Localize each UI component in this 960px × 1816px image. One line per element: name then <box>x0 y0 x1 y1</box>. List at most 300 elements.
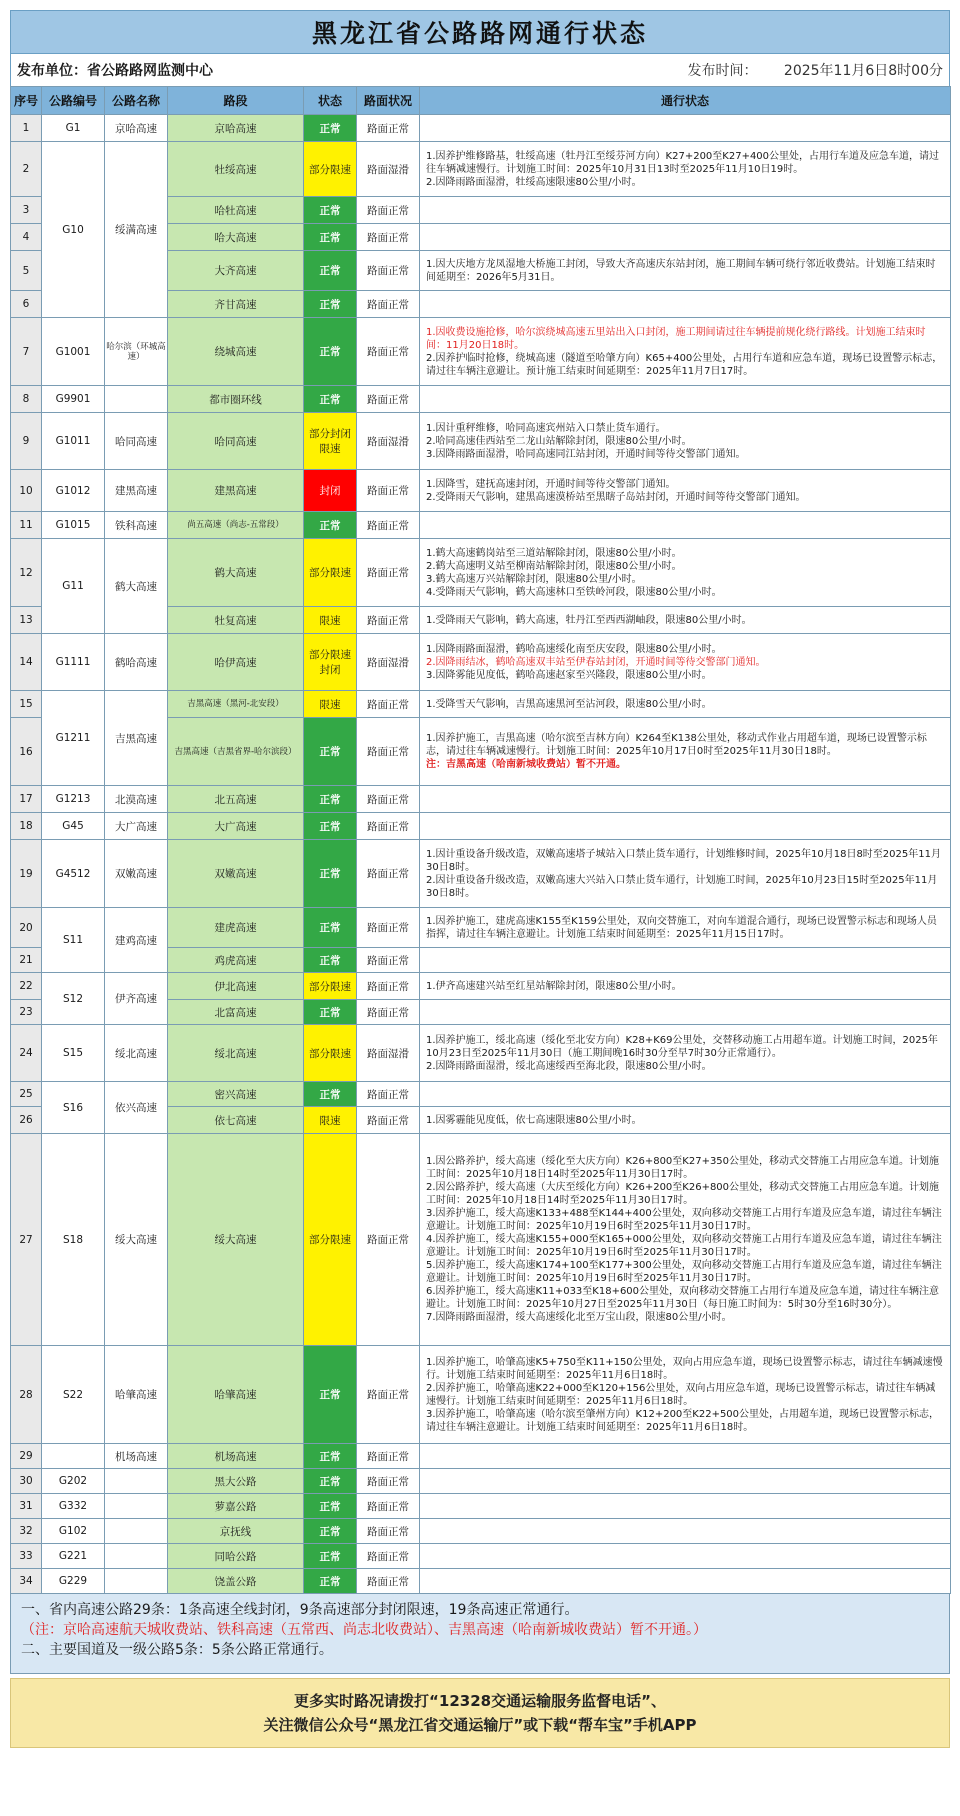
cell-road: 路面正常 <box>357 291 420 318</box>
status-table <box>10 86 951 1594</box>
cell-code: S18 <box>42 1134 105 1346</box>
cell-segment: 哈牡高速 <box>168 197 304 224</box>
cell-status: 正常 <box>304 908 357 948</box>
cell-status: 正常 <box>304 1444 357 1469</box>
cell-seq: 4 <box>11 224 42 251</box>
footer-line-app: 关注微信公众号“黑龙江省交通运输厅”或下载“帮车宝”手机APP <box>263 1716 697 1734</box>
cell-seq: 25 <box>11 1082 42 1107</box>
cell-name <box>105 386 168 413</box>
cell-detail <box>420 813 951 840</box>
detail-line: 7.因降雨路面湿滑，绥大高速绥化北至万宝山段，限速80公里/小时。 <box>426 1312 732 1323</box>
table-row <box>11 1544 951 1569</box>
cell-seq: 32 <box>11 1519 42 1544</box>
cell-segment: 绥北高速 <box>168 1025 304 1082</box>
cell-road: 路面正常 <box>357 1346 420 1444</box>
table-row <box>11 691 951 718</box>
cell-code: S15 <box>42 1025 105 1082</box>
cell-detail <box>420 1544 951 1569</box>
cell-segment: 伊北高速 <box>168 973 304 1000</box>
cell-road: 路面正常 <box>357 224 420 251</box>
cell-detail <box>420 291 951 318</box>
cell-code: S16 <box>42 1082 105 1134</box>
cell-road: 路面正常 <box>357 386 420 413</box>
cell-segment: 哈同高速 <box>168 413 304 470</box>
cell-detail <box>420 470 951 512</box>
cell-code: G102 <box>42 1519 105 1544</box>
detail-line: 1.因养护施工，建虎高速K155至K159公里处，双向交替施工，对向车道混合通行，现场已设置警示标志和现场人员指挥，请过往车辆注意避让。计划施工结束时间延期至：2025年11月15日17时。 <box>426 915 937 940</box>
cell-seq: 1 <box>11 115 42 142</box>
cell-segment: 京哈高速 <box>168 115 304 142</box>
cell-status: 限速 <box>304 1107 357 1134</box>
cell-road: 路面正常 <box>357 691 420 718</box>
cell-status: 正常 <box>304 1082 357 1107</box>
cell-road: 路面正常 <box>357 470 420 512</box>
cell-code: S22 <box>42 1346 105 1444</box>
cell-road: 路面湿滑 <box>357 1025 420 1082</box>
cell-road: 路面正常 <box>357 251 420 291</box>
cell-code: G1 <box>42 115 105 142</box>
footer-banner <box>10 1678 950 1748</box>
cell-status: 正常 <box>304 1469 357 1494</box>
cell-code: G1012 <box>42 470 105 512</box>
cell-status: 部分限速 <box>304 973 357 1000</box>
publisher-label: 发布单位：省公路路网监测中心 <box>17 63 213 79</box>
table-row <box>11 1494 951 1519</box>
cell-detail <box>420 786 951 813</box>
detail-line: 2.因计重设备升级改造，双嫩高速大兴站入口禁止货车通行，计划施工时间，2025年10月23日15时至2025年11月30日8时。 <box>426 874 938 899</box>
cell-road: 路面正常 <box>357 318 420 386</box>
detail-line: 1.因降雪，建抚高速封闭，开通时间等待交警部门通知。 <box>426 478 676 490</box>
summary-line-national: 二、主要国道及一级公路5条：5条公路正常通行。 <box>21 1642 333 1658</box>
cell-status: 正常 <box>304 813 357 840</box>
detail-line: 1.受降雪天气影响，吉黑高速黑河至沾河段，限速80公里/小时。 <box>426 698 712 710</box>
table-row <box>11 386 951 413</box>
cell-seq: 24 <box>11 1025 42 1082</box>
table-row <box>11 908 951 948</box>
cell-segment: 机场高速 <box>168 1444 304 1469</box>
cell-segment: 尚五高速（尚志-五常段） <box>168 512 304 539</box>
cell-segment: 绥大高速 <box>168 1134 304 1346</box>
cell-code: G9901 <box>42 386 105 413</box>
table-row <box>11 318 951 386</box>
table-row <box>11 142 951 197</box>
cell-detail <box>420 318 951 386</box>
cell-segment: 牡绥高速 <box>168 142 304 197</box>
cell-detail <box>420 1000 951 1025</box>
cell-name <box>105 1469 168 1494</box>
cell-segment: 同哈公路 <box>168 1544 304 1569</box>
summary-note: （注：京哈高速航天城收费站、铁科高速（五常西、尚志北收费站）、吉黑高速（哈南新城收费站）暂不开通。） <box>21 1622 707 1638</box>
cell-status: 正常 <box>304 115 357 142</box>
cell-road: 路面正常 <box>357 1107 420 1134</box>
table-row <box>11 973 951 1000</box>
cell-segment: 牡复高速 <box>168 607 304 634</box>
header-status: 状态 <box>304 87 357 115</box>
cell-detail <box>420 1082 951 1107</box>
cell-detail <box>420 251 951 291</box>
cell-segment: 北富高速 <box>168 1000 304 1025</box>
cell-segment: 鸡虎高速 <box>168 948 304 973</box>
cell-detail <box>420 840 951 908</box>
cell-code: G1011 <box>42 413 105 470</box>
cell-seq: 19 <box>11 840 42 908</box>
cell-status: 正常 <box>304 718 357 786</box>
table-row <box>11 539 951 607</box>
cell-road: 路面正常 <box>357 1494 420 1519</box>
cell-seq: 11 <box>11 512 42 539</box>
table-row <box>11 1025 951 1082</box>
cell-detail <box>420 1346 951 1444</box>
detail-line: 1.因计重秤维修，哈同高速宾州站入口禁止货车通行。 <box>426 422 666 434</box>
cell-code <box>42 1444 105 1469</box>
cell-status: 部分限速 <box>304 1134 357 1346</box>
cell-name <box>105 1519 168 1544</box>
cell-detail <box>420 1444 951 1469</box>
cell-status: 正常 <box>304 318 357 386</box>
cell-code: G11 <box>42 539 105 634</box>
table-row <box>11 1519 951 1544</box>
cell-seq: 8 <box>11 386 42 413</box>
cell-name: 伊齐高速 <box>105 973 168 1025</box>
cell-seq: 29 <box>11 1444 42 1469</box>
cell-segment: 建虎高速 <box>168 908 304 948</box>
cell-status: 正常 <box>304 224 357 251</box>
cell-segment: 建黑高速 <box>168 470 304 512</box>
cell-detail <box>420 224 951 251</box>
detail-line: 1.因大庆地方龙凤湿地大桥施工封闭，导致大齐高速庆东站封闭，施工期间车辆可绕行邻近收费站。计划施工结束时间延期至：2026年5月31日。 <box>426 258 936 283</box>
detail-line: 3.因养护施工，哈肇高速（哈尔滨至肇州方向）K12+200至K22+500公里处，占用超车道，现场已设置警示标志，请过往车辆注意避让。计划施工结束时间延期至：2025年11月6日18时。 <box>426 1408 940 1433</box>
detail-line: 1.因养护施工，吉黑高速（哈尔滨至吉林方向）K264至K138公里处，移动式作业占用超车道，现场已设置警示标志，请过往车辆减速慢行。计划施工时间：2025年10月17日0时至2025年11月30日18时。 <box>426 733 927 757</box>
cell-status: 部分限速 <box>304 539 357 607</box>
header-code: 公路编号 <box>42 87 105 115</box>
cell-name: 绥满高速 <box>105 142 168 318</box>
cell-seq: 28 <box>11 1346 42 1444</box>
cell-detail <box>420 1134 951 1346</box>
cell-status: 封闭 <box>304 470 357 512</box>
cell-seq: 27 <box>11 1134 42 1346</box>
cell-detail <box>420 1494 951 1519</box>
cell-code: G10 <box>42 142 105 318</box>
detail-line: 1.因雾霾能见度低，依七高速限速80公里/小时。 <box>426 1114 642 1126</box>
cell-seq: 23 <box>11 1000 42 1025</box>
cell-status: 正常 <box>304 1000 357 1025</box>
detail-line: 1.因养护施工，绥北高速（绥化至北安方向）K28+K69公里处，交替移动施工占用超车道。计划施工时间，2025年10月23日至2025年11月30日（施工期间晚16时30分至早7时30分正常通行）。 <box>426 1034 938 1059</box>
detail-line: 3.因降雾能见度低，鹤哈高速赵家至兴隆段，限速80公里/小时。 <box>426 669 712 681</box>
cell-road: 路面正常 <box>357 1082 420 1107</box>
cell-segment: 京抚线 <box>168 1519 304 1544</box>
detail-line: 2.受降雨天气影响，建黑高速漠桥站至黑瞎子岛站封闭，开通时间等待交警部门通知。 <box>426 491 806 503</box>
cell-name: 哈尔滨（环城高速） <box>105 318 168 386</box>
table-header-row <box>11 87 951 115</box>
header-road-condition: 路面状况 <box>357 87 420 115</box>
cell-status: 部分限速 <box>304 142 357 197</box>
cell-seq: 13 <box>11 607 42 634</box>
table-row <box>11 786 951 813</box>
cell-segment: 哈大高速 <box>168 224 304 251</box>
table-row <box>11 1444 951 1469</box>
cell-road: 路面正常 <box>357 786 420 813</box>
cell-road: 路面正常 <box>357 1519 420 1544</box>
cell-detail <box>420 718 951 786</box>
cell-segment: 大广高速 <box>168 813 304 840</box>
cell-segment: 鹤大高速 <box>168 539 304 607</box>
cell-segment: 哈伊高速 <box>168 634 304 691</box>
header-name: 公路名称 <box>105 87 168 115</box>
header-traffic-status: 通行状态 <box>420 87 951 115</box>
cell-status: 部分限速封闭 <box>304 634 357 691</box>
cell-road: 路面正常 <box>357 718 420 786</box>
cell-segment: 北五高速 <box>168 786 304 813</box>
cell-name: 哈肇高速 <box>105 1346 168 1444</box>
table-row <box>11 1569 951 1594</box>
cell-seq: 26 <box>11 1107 42 1134</box>
cell-code: G1001 <box>42 318 105 386</box>
cell-road: 路面正常 <box>357 1444 420 1469</box>
cell-detail <box>420 1569 951 1594</box>
detail-line: 2.因养护临时抢修，绕城高速（隧道至哈肇方向）K65+400公里处，占用行车道和应急车道，现场已设置警示标志，请过往车辆注意避让。预计施工结束时间延期至：2025年11月7日17时。 <box>426 352 943 377</box>
cell-road: 路面正常 <box>357 1000 420 1025</box>
cell-name <box>105 1544 168 1569</box>
summary-line-highway: 一、省内高速公路29条：1条高速全线封闭，9条高速部分封闭限速，19条高速正常通行。 <box>21 1602 579 1618</box>
cell-status: 正常 <box>304 291 357 318</box>
publish-time-label: 发布时间： <box>687 63 758 79</box>
cell-code: G1211 <box>42 691 105 786</box>
cell-seq: 2 <box>11 142 42 197</box>
cell-detail <box>420 973 951 1000</box>
table-row <box>11 1346 951 1444</box>
cell-segment: 吉黑高速（吉黑省界-哈尔滨段） <box>168 718 304 786</box>
header-seq: 序号 <box>11 87 42 115</box>
cell-code: G4512 <box>42 840 105 908</box>
cell-road: 路面湿滑 <box>357 413 420 470</box>
cell-name: 鹤大高速 <box>105 539 168 634</box>
cell-name: 铁科高速 <box>105 512 168 539</box>
cell-name: 鹤哈高速 <box>105 634 168 691</box>
cell-seq: 15 <box>11 691 42 718</box>
cell-code: G1015 <box>42 512 105 539</box>
cell-detail <box>420 512 951 539</box>
detail-line: 1.因计重设备升级改造，双嫩高速塔子城站入口禁止货车通行，计划维修时间，2025年10月18日8时至2025年11月30日8时。 <box>426 848 941 873</box>
cell-segment: 齐甘高速 <box>168 291 304 318</box>
cell-code: G1111 <box>42 634 105 691</box>
cell-detail <box>420 634 951 691</box>
table-row <box>11 470 951 512</box>
cell-seq: 12 <box>11 539 42 607</box>
cell-segment: 绕城高速 <box>168 318 304 386</box>
cell-detail <box>420 948 951 973</box>
cell-detail <box>420 142 951 197</box>
cell-status: 正常 <box>304 386 357 413</box>
cell-name: 建黑高速 <box>105 470 168 512</box>
cell-detail <box>420 539 951 607</box>
cell-road: 路面正常 <box>357 1569 420 1594</box>
cell-status: 正常 <box>304 1519 357 1544</box>
cell-seq: 3 <box>11 197 42 224</box>
page-title: 黑龙江省公路路网通行状态 <box>10 10 950 54</box>
detail-line: 2.因养护施工，哈肇高速K22+000至K120+156公里处，双向占用应急车道，现场已设置警示标志，请过往车辆减速慢行。计划施工结束时间延期至：2025年11月6日18时。 <box>426 1382 936 1407</box>
cell-seq: 34 <box>11 1569 42 1594</box>
cell-detail <box>420 691 951 718</box>
cell-name: 依兴高速 <box>105 1082 168 1134</box>
cell-name: 建鸡高速 <box>105 908 168 973</box>
cell-seq: 17 <box>11 786 42 813</box>
cell-code: G45 <box>42 813 105 840</box>
cell-status: 正常 <box>304 1346 357 1444</box>
cell-name <box>105 1569 168 1594</box>
detail-line: 2.因降雨结冰，鹤哈高速双丰站至伊春站封闭，开通时间等待交警部门通知。 <box>426 656 766 668</box>
publish-time-group <box>665 60 943 80</box>
detail-line: 1.因养护维修路基，牡绥高速（牡丹江至绥芬河方向）K27+200至K27+400公里处，占用行车道及应急车道，请过往车辆减速慢行。计划施工时间：2025年10月31日13时至2025年11月10日19时。 <box>426 150 940 175</box>
cell-segment: 大齐高速 <box>168 251 304 291</box>
cell-status: 限速 <box>304 607 357 634</box>
cell-detail <box>420 115 951 142</box>
cell-seq: 5 <box>11 251 42 291</box>
table-row <box>11 1469 951 1494</box>
cell-seq: 22 <box>11 973 42 1000</box>
cell-status: 正常 <box>304 512 357 539</box>
cell-segment: 都市圈环线 <box>168 386 304 413</box>
cell-status: 正常 <box>304 197 357 224</box>
cell-seq: 18 <box>11 813 42 840</box>
cell-status: 正常 <box>304 786 357 813</box>
cell-status: 正常 <box>304 1569 357 1594</box>
cell-detail <box>420 1469 951 1494</box>
cell-road: 路面正常 <box>357 1469 420 1494</box>
cell-code: G202 <box>42 1469 105 1494</box>
cell-detail <box>420 1107 951 1134</box>
cell-seq: 7 <box>11 318 42 386</box>
cell-road: 路面正常 <box>357 908 420 948</box>
cell-segment: 密兴高速 <box>168 1082 304 1107</box>
cell-status: 部分限速 <box>304 1025 357 1082</box>
table-row <box>11 840 951 908</box>
cell-detail <box>420 413 951 470</box>
cell-road: 路面正常 <box>357 1134 420 1346</box>
cell-status: 正常 <box>304 1544 357 1569</box>
detail-line: 1.伊齐高速建兴站至红星站解除封闭，限速80公里/小时。 <box>426 980 682 992</box>
cell-detail <box>420 1025 951 1082</box>
detail-line: 1.因公路养护，绥大高速（绥化至大庆方向）K26+800至K27+350公里处，移动式交替施工占用应急车道。计划施工时间：2025年10月18日14时至2025年11月30日17时。 <box>426 1156 940 1180</box>
cell-name: 双嫩高速 <box>105 840 168 908</box>
cell-status: 正常 <box>304 1494 357 1519</box>
cell-road: 路面正常 <box>357 840 420 908</box>
cell-code: G332 <box>42 1494 105 1519</box>
cell-road: 路面正常 <box>357 115 420 142</box>
cell-status: 正常 <box>304 840 357 908</box>
detail-line: 2.鹤大高速明义站至柳南站解除封闭，限速80公里/小时。 <box>426 560 682 572</box>
cell-code: G229 <box>42 1569 105 1594</box>
cell-name: 京哈高速 <box>105 115 168 142</box>
cell-seq: 20 <box>11 908 42 948</box>
cell-code: S11 <box>42 908 105 973</box>
cell-code: G221 <box>42 1544 105 1569</box>
detail-line: 2.因降雨路面湿滑，绥北高速绥西至海北段，限速80公里/小时。 <box>426 1060 712 1072</box>
detail-line: 1.受降雨天气影响，鹤大高速，牡丹江至西西湖岫段，限速80公里/小时。 <box>426 614 752 626</box>
cell-name: 北漠高速 <box>105 786 168 813</box>
cell-detail <box>420 908 951 948</box>
cell-road: 路面正常 <box>357 973 420 1000</box>
detail-line: 3.鹤大高速万兴站解除封闭，限速80公里/小时。 <box>426 573 642 585</box>
cell-seq: 6 <box>11 291 42 318</box>
detail-line: 1.因收费设施抢修，哈尔滨绕城高速五里站出入口封闭，施工期间请过往车辆提前规化绕行路线。计划施工结束时间：11月20日18时。 <box>426 326 926 351</box>
cell-road: 路面正常 <box>357 1544 420 1569</box>
detail-line: 1.因降雨路面湿滑，鹤哈高速绥化南至庆安段，限速80公里/小时。 <box>426 643 722 655</box>
cell-detail <box>420 1519 951 1544</box>
detail-line: 2.哈同高速佳西站至二龙山站解除封闭，限速80公里/小时。 <box>426 435 692 447</box>
footer-line-hotline: 更多实时路况请拨打“12328交通运输服务监督电话”、 <box>294 1692 666 1710</box>
table-row <box>11 115 951 142</box>
cell-status: 正常 <box>304 948 357 973</box>
header-segment: 路段 <box>168 87 304 115</box>
cell-segment: 哈肇高速 <box>168 1346 304 1444</box>
detail-line: 1.鹤大高速鹤岗站至三道站解除封闭，限速80公里/小时。 <box>426 547 682 559</box>
cell-segment: 依七高速 <box>168 1107 304 1134</box>
detail-line: 3.因降雨路面湿滑，哈同高速同江站封闭，开通时间等待交警部门通知。 <box>426 448 746 460</box>
cell-detail <box>420 386 951 413</box>
cell-road: 路面正常 <box>357 948 420 973</box>
cell-seq: 9 <box>11 413 42 470</box>
cell-seq: 31 <box>11 1494 42 1519</box>
cell-detail <box>420 197 951 224</box>
cell-road: 路面正常 <box>357 813 420 840</box>
detail-line: 4.因养护施工，绥大高速K155+000至K165+000公里处，双向移动交替施工占用行车道及应急车道，请过往车辆注意避让。计划施工时间：2025年10月19日6时至2025年11月30日17时。 <box>426 1234 942 1258</box>
table-row <box>11 1082 951 1107</box>
cell-code: S12 <box>42 973 105 1025</box>
detail-note: 注：吉黑高速（哈南新城收费站）暂不开通。 <box>426 759 626 770</box>
cell-name: 哈同高速 <box>105 413 168 470</box>
cell-name: 绥大高速 <box>105 1134 168 1346</box>
cell-seq: 33 <box>11 1544 42 1569</box>
cell-road: 路面正常 <box>357 539 420 607</box>
cell-segment: 饶盖公路 <box>168 1569 304 1594</box>
cell-name: 吉黑高速 <box>105 691 168 786</box>
cell-road: 路面正常 <box>357 197 420 224</box>
cell-status: 部分封闭限速 <box>304 413 357 470</box>
cell-name: 大广高速 <box>105 813 168 840</box>
table-row <box>11 1134 951 1346</box>
table-row <box>11 413 951 470</box>
detail-line: 5.因养护施工，绥大高速K174+100至K177+300公里处，双向移动交替施工占用行车道及应急车道，请过往车辆注意避让。计划施工时间：2025年10月19日6时至2025年11月30日17时。 <box>426 1260 942 1284</box>
detail-line: 6.因养护施工，绥大高速K11+033至K18+600公里处，双向移动交替施工占用行车道及应急车道，请过往车辆注意避让。计划施工时间：2025年10月27日至2025年11月30日（每日施工时间为：5时30分至16时30分）。 <box>426 1286 940 1310</box>
cell-segment: 吉黑高速（黑河-北安段） <box>168 691 304 718</box>
detail-line: 2.因降雨路面湿滑，牡绥高速限速80公里/小时。 <box>426 176 642 188</box>
cell-seq: 16 <box>11 718 42 786</box>
cell-seq: 10 <box>11 470 42 512</box>
cell-name: 机场高速 <box>105 1444 168 1469</box>
cell-road: 路面正常 <box>357 607 420 634</box>
cell-status: 限速 <box>304 691 357 718</box>
publish-info-row <box>10 54 950 86</box>
table-row <box>11 512 951 539</box>
cell-detail <box>420 607 951 634</box>
cell-segment: 黑大公路 <box>168 1469 304 1494</box>
cell-seq: 30 <box>11 1469 42 1494</box>
table-row <box>11 813 951 840</box>
detail-line: 3.因养护施工，绥大高速K133+488至K144+400公里处，双向移动交替施工占用行车道及应急车道，请过往车辆注意避让。计划施工时间：2025年10月19日6时至2025年11月30日17时。 <box>426 1208 942 1232</box>
summary-box <box>10 1594 950 1674</box>
cell-road: 路面湿滑 <box>357 142 420 197</box>
cell-seq: 14 <box>11 634 42 691</box>
cell-road: 路面湿滑 <box>357 634 420 691</box>
cell-segment: 萝嘉公路 <box>168 1494 304 1519</box>
cell-seq: 21 <box>11 948 42 973</box>
cell-road: 路面正常 <box>357 512 420 539</box>
cell-segment: 双嫩高速 <box>168 840 304 908</box>
detail-line: 1.因养护施工，哈肇高速K5+750至K11+150公里处，双向占用应急车道，现场已设置警示标志，请过往车辆减速慢行。计划施工结束时间延期至：2025年11月6日18时。 <box>426 1356 943 1381</box>
detail-line: 2.因公路养护，绥大高速（大庆至绥化方向）K26+200至K26+800公里处，移动式交替施工占用应急车道。计划施工时间：2025年10月18日14时至2025年11月30日17时。 <box>426 1182 940 1206</box>
cell-code: G1213 <box>42 786 105 813</box>
cell-name: 绥北高速 <box>105 1025 168 1082</box>
